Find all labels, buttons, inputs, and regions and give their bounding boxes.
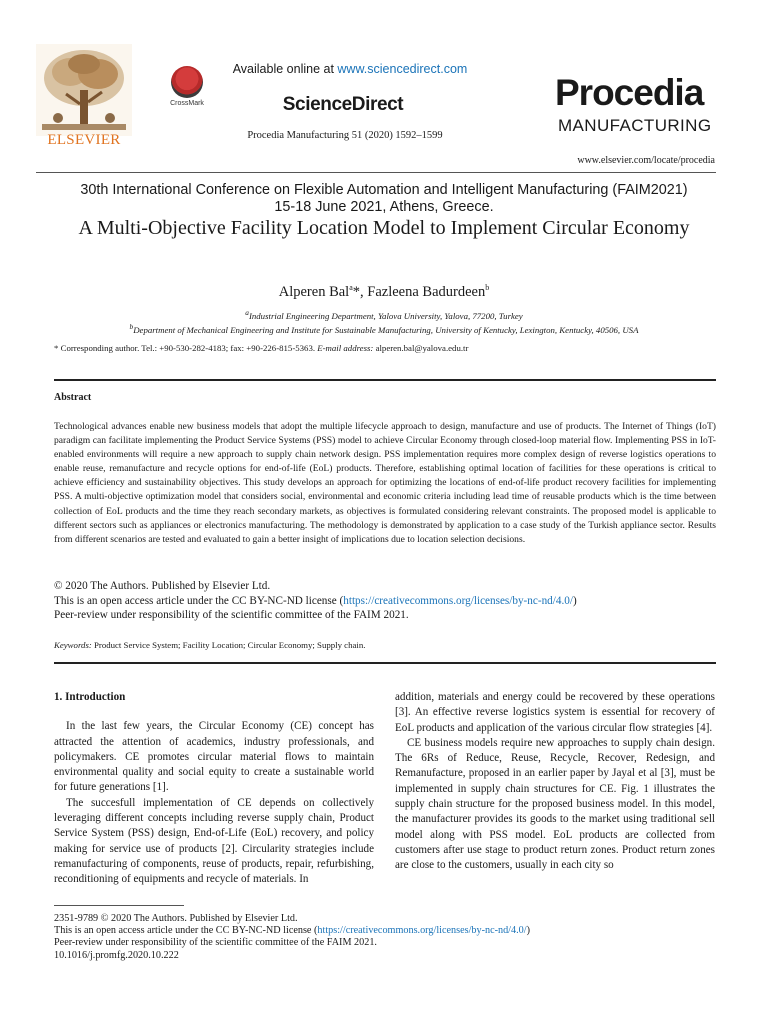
peer-review-line: Peer-review under responsibility of the scientific committee of the FAIM 2021. [54, 609, 409, 621]
keywords [54, 640, 716, 650]
conference-date-place: 15-18 June 2021, Athens, Greece. [274, 199, 494, 215]
footer-rule [54, 905, 184, 906]
footer-notes [54, 913, 716, 962]
corresponding-mark: * [352, 283, 361, 300]
keywords-label: Keywords: [54, 640, 92, 650]
author-list [100, 283, 668, 301]
available-online-line [200, 62, 500, 76]
license-prefix: This is an open access article under the CC BY-NC-ND license ( [54, 925, 318, 937]
procedia-subtitle: MANUFACTURING [558, 116, 712, 135]
footer-license-line [54, 925, 716, 937]
procedia-wordmark: Procedia [555, 72, 704, 113]
author-affil-mark: a [349, 283, 353, 292]
corresponding-contact: * Corresponding author. Tel.: +90-530-282-4183; fax: +90-226-815-5363. [54, 343, 318, 353]
right-column [395, 690, 715, 874]
license-prefix: This is an open access article under the CC BY-NC-ND license ( [54, 594, 344, 607]
footer-peer-review: Peer-review under responsibility of the scientific committee of the FAIM 2021. [54, 937, 377, 949]
journal-reference: Procedia Manufacturing 51 (2020) 1592–1599 [247, 130, 443, 141]
conference-name: 30th International Conference on Flexible Automation and Intelligent Manufacturing (FAIM2021) [80, 182, 688, 198]
doi-line[interactable]: 10.1016/j.promfg.2020.10.222 [54, 949, 179, 961]
crossmark-label: CrossMark [170, 100, 204, 107]
copyright-line: © 2020 The Authors. Published by Elsevier Ltd. [54, 580, 271, 592]
abstract-top-rule [54, 379, 716, 381]
left-column [54, 690, 374, 888]
abstract-text: Technological advances enable new business models that adopt the multiple lifecycle approach to design, manufacture and use of products. The Internet of Things (IoT) paradigm can facilitate implementing the Product Service Systems (PSS) model to achieve Circular Economy through closed-loop material flow. Implementing PSS in IoT-enabled environments will require a new approach to supply chain network design. PSS implementation requires more complex design of reverse logistics operations to enable reuse, remanufacture and recycle options for end-of-life (EoL) products. Therefore, establishing optimal location of facilities for these operations is critical to achieve efficiency and sustainability objectives. This study develops an approach for optimizing the locations of end-of-life product recovery facilities for implementing PSS. A multi-objective optimization model that considers social, environmental and economic criteria including lead time of reusable products which is the time between collection of EoL products and the time they reach secondary markets, as objectives is formulated considering relevant constraints. The proposed model is applicable to different sectors such as appliances or electronics manufacturing. The methodology is demonstrated by application to a case study of the Turkish appliance sector. Results from different scenarios are tested and evaluated to gain a better insight of implications due to location selection decisions. [54, 421, 716, 545]
affiliation-text: Department of Mechanical Engineering and Institute for Sustainable Manufacturing, University of Kentucky, Lexington, Kentucky, 40506, USA [133, 324, 639, 335]
affiliation [40, 322, 728, 335]
available-prefix: Available online at [232, 62, 338, 76]
corresponding-author-note [54, 343, 734, 353]
affiliation-text: Industrial Engineering Department, Yalova University, Yalova, 77200, Turkey [248, 310, 523, 321]
paragraph: addition, materials and energy could be recovered by these operations [3]. An effective reverse logistics system is essential for recovery of EoL products and application of the various circular flow strategies [4]. [395, 691, 715, 734]
paragraph: The succesfull implementation of CE depends on collectively leveraging different concepts including reverse supply chain, Product Service System (PSS) design, End-of-Life (EoL) recovery, and policy making for service use of products [2]. Circularity strategies include remanufacturing of components, reuse of products, repair, refurbishing, reconditioning of equipments and recycle of materials. In [54, 796, 374, 886]
email-label: E-mail address: [317, 343, 374, 353]
conference-info [40, 182, 728, 216]
section-heading: 1. Introduction [54, 691, 126, 703]
keywords-list: Product Service System; Facility Location; Circular Economy; Supply chain. [91, 640, 366, 650]
paragraph: In the last few years, the Circular Economy (CE) concept has attracted the attention of academics, industry professionals, and policymakers. CE promotes circular material flows to maintain environmental quality and social equity to create a sustainable world for future generations [1]. [54, 720, 374, 794]
affiliation [40, 308, 728, 321]
author-affil-mark: b [485, 283, 490, 292]
license-link[interactable]: https://creativecommons.org/licenses/by-nc-nd/4.0/ [317, 925, 527, 937]
publisher-wordmark: ELSEVIER [47, 132, 121, 148]
author-name: Fazleena Badurdeen [367, 283, 486, 300]
license-suffix: ) [526, 925, 530, 937]
header-divider [36, 172, 716, 173]
affiliation-mark: a [245, 308, 249, 317]
abstract-heading: Abstract [54, 392, 92, 403]
license-link[interactable]: https://creativecommons.org/licenses/by-nc-nd/4.0/ [343, 594, 573, 607]
elsevier-tree-icon [36, 44, 132, 136]
author-separator: , [360, 283, 368, 300]
journal-url[interactable]: www.elsevier.com/locate/procedia [577, 155, 715, 166]
sciencedirect-link[interactable]: www.sciencedirect.com [337, 62, 468, 76]
paper-title: A Multi-Objective Facility Location Model to Implement Circular Economy [78, 217, 690, 239]
license-suffix: ) [572, 594, 577, 607]
license-line [54, 594, 716, 609]
issn-line: 2351-9789 © 2020 The Authors. Published by Elsevier Ltd. [54, 913, 298, 924]
affiliation-mark: b [129, 322, 134, 331]
copyright-block [54, 579, 716, 623]
sciencedirect-wordmark: ScienceDirect [282, 94, 404, 115]
paragraph: CE business models require new approaches to supply chain design. The 6Rs of Reduce, Reuse, Recycle, Recover, Redesign, and Remanufacture, proposed in an earlier paper by Jayal et al [3], must be implemented in supply chain structures for CE. Fig. 1 illustrates the supply chain structure for the proposed business model. In this model, the manufacturer provides its goods to the market using traditional sell model along with PSS model. EoL products are collected from customers after use stage to product return zones. Product return zones are close to the customers, usually in each city so [395, 736, 715, 872]
author-name: Alperen Bal [278, 283, 350, 300]
abstract-bottom-rule [54, 662, 716, 664]
crossmark-icon [171, 66, 203, 98]
email-address[interactable]: alperen.bal@yalova.edu.tr [373, 343, 469, 353]
